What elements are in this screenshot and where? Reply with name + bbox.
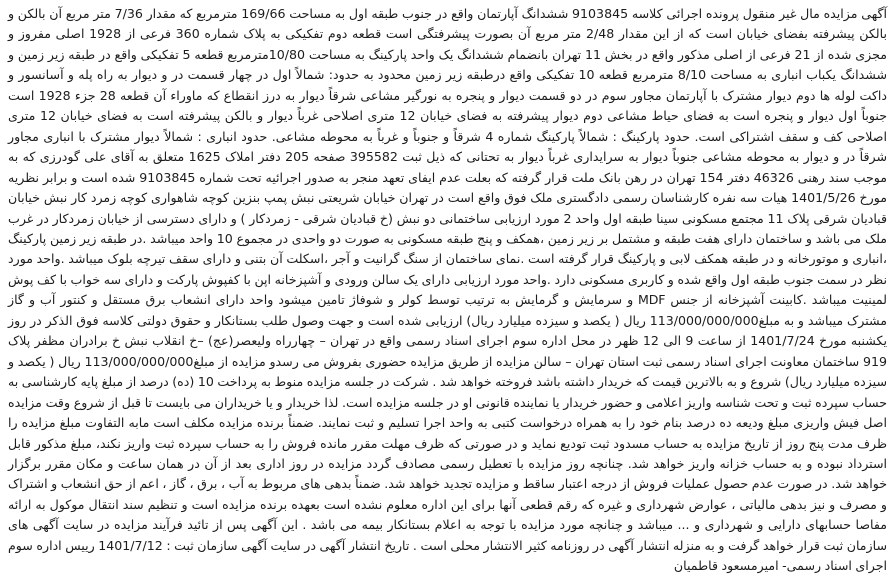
notice-paragraph: آگهی مزایده مال غیر منقول پرونده اجرائی کلاسه 9103845 ششدانگ آپارتمان واقع در جنوب طبقه اول به مساحت 169/66 مترمربع که مقدار 7/36 متر مربع آن بالکن و بالکن پیشرفته بفضای خیابان است که از این مقدار 2/48 متر مربع آن بصورت پیشرفتگی است قطعه دوم تفکیکی به پلاک شماره 360 فرعی از 1928 اصلی مفروز و مجزی شده از 21 فرعی از اصلی مذکور واقع در بخش 11 تهران بانضمام ششدانگ یک واحد پارکینگ به مساحت 10/80مترمربع قطعه 5 تفکیکی واقع در طبقه زیر زمین و ششدانگ یکباب انباری به مساحت 8/10 مترمربع قطعه 10 تفکیکی واقع درطبقه زیر زمین محدود به حدود: شمالاً اول در چهار قسمت در و دیوار به راه پله و آسانسور و داکت لوله ها دوم دیوار مشترک با آپارتمان مجاور سوم در دو قسمت دیوار و پنجره به نورگیر مشاعی شرقاً دیوار به درز انقطاع که ماوراء آن قطعه 28 جزء 1928 است جنوباً اول دیوار و پنجره است به فضای حیاط مشاعی دوم دیوار پیشرفته به فضای خیابان 12 متری اصلاحی غرباً دیوار و بالکن پیشرفته است به فضای خیابان 12 متری اصلاحی کف و سقف اشتراکی است. حدود پارکینگ : شمالاً پارکینگ شماره 4 شرقاً و جنوباً و غرباً به محوطه مشاعی. حدود انباری : شمالاً دیوار مشترک با انباری مجاور شرقاً در و دیوار به محوطه مشاعی جنوباً دیوار به سرایداری غرباً دیوار به تحتانی که ذیل ثبت 395582 صفحه 205 دفتر املاک 1625 متعلق به آقای علی گودرزی که به موجب سند رهنی 46326 دفتر 154 تهران در رهن بانک ملت قرار گرفته که بعلت عدم ایفای تعهد منجر به صدور اجرائیه تحت شماره 9103845 شده است و برابر نظریه مورخ 1401/5/26 هیات سه نفره کارشناسان رسمی دادگستری ملک فوق واقع است در تهران خیابان شریعتی نبش پمپ بنزین کوچه شاهواری کوچه زمرد کار نبش خیابان قبادیان شرقی پلاک 11 مجتمع مسکونی سینا طبقه اول واحد 2 مورد ارزیابی ساختمانی دو نبش (خ قبادیان شرقی - زمردکار ) و دارای دسترسی از خیابان زمردکار در غرب ملک می باشد و ساختمان دارای هفت طبقه و مشتمل بر زیر زمین ،همکف و پنج طبقه مسکونی به صورت دو واحدی در مجموع 10 واحد میباشد .در طبقه زیر زمین پارکینگ ،انباری و موتورخانه و در طبقه همکف لابی و پارکینگ قرار گرفته است .نمای ساختمان از سنگ گرانیت و آجر ،اسکلت آن بتنی و دارای سقف تیرچه بلوک میباشد .واحد مورد نظر در سمت جنوب طبقه اول واقع شده و کاربری مسکونی دارد .واحد مورد ارزیابی دارای یک سالن ورودی و آشپزخانه اپن با کفپوش پارکت و دارای سه خواب با کف پوش لمینیت میباشد .کابینت آشپزخانه از جنس MDF و سرمایش و گرمایش به ترتیب توسط کولر و شوفاژ تامین میشود واحد دارای انشعاب برق مستقل و کنتور آب و گاز مشترک میباشد و به مبلغ113/000/000/000 ریال ( یکصد و سیزده میلیارد ریال) ارزیابی شده است و جهت وصول طلب بستانکار و حقوق دولتی کلاسه فوق الذکر در روز یکشنبه مورخ 1401/7/24 از ساعت 9 الی 12 ظهر در محل اداره سوم اجرای اسناد رسمی واقع در تهران – چهارراه ولیعصر(عج) –خ انقلاب نبش خ برادران مظفر پلاک 919 ساختمان معاونت اجرای اسناد رسمی ثبت استان تهران – سالن مزایده از طریق مزایده حضوری بفروش می رسدو مزایده از مبلغ113/000/000/000 ریال ( یکصد و سیزده میلیارد ریال) شروع و به بالاترین قیمت که خریدار داشته باشد فروخته خواهد شد . شرکت در جلسه مزایده منوط به پرداخت 10 (ده) درصد از مبلغ پایه کارشناسی به حساب سپرده ثبت و تحت شناسه واریز اعلامی و حضور خریدار یا نماینده قانونی او در جلسه مزایده است. لذا خریدار و یا خریداران می بایست تا قبل از شروع وقت مزایده اصل فیش واریزی مبلغ ودیعه ده درصد بنام خود را به همراه درخواست کتبی به واحد اجرا تسلیم و ثبت نمایند. ضمناً برنده مزایده مکلف است مابه التفاوت مبلغ مزایده را ظرف مدت پنج روز از تاریخ مزایده به حساب مسدود ثبت تودیع نماید و در صورتی که ظرف مهلت مقرر مانده فروش را به حساب سپرده ثبت واریز نکند، مبلغ مذکور قابل استرداد نبوده و به حساب خزانه واریز خواهد شد. چنانچه روز مزایده با تعطیل رسمی مصادف گردد مزایده در روز اداری بعد از آن در همان ساعت و مکان مقرر برگزار خواهد شد. در صورت عدم حصول عملیات فروش از درجه اعتبار ساقط و مزایده تجدید خواهد شد. ضمناً بدهی های مربوط به آب ، برق ، گاز ، اعم از حق انشعاب و اشتراک و مصرف و نیز بدهی مالیاتی ، عوارض شهرداری و غیره که رقم قطعی آنها برای این اداره معلوم نشده است بعهده برنده مزایده است و تنظیم سند انتقال موکول به ارائه مفاصا حسابهای دارایی و شهرداری و ... میباشد و چنانچه مورد مزایده با توجه به اعلام بستانکار بیمه می باشد . این آگهی پس از تائید فرآیند مزایده در سایت آگهی های سازمان ثبت قرار خواهد گرفت و به منزله انتشار آگهی در روزنامه کثیر الانتشار محلی است . تاریخ انتشار آگهی در سایت آگهی سازمان ثبت : 1401/7/12 رییس اداره سوم اجرای اسناد رسمی- امیرمسعود قاطمیان (8, 6, 888, 574)
auction-notice (6, 4, 889, 574)
